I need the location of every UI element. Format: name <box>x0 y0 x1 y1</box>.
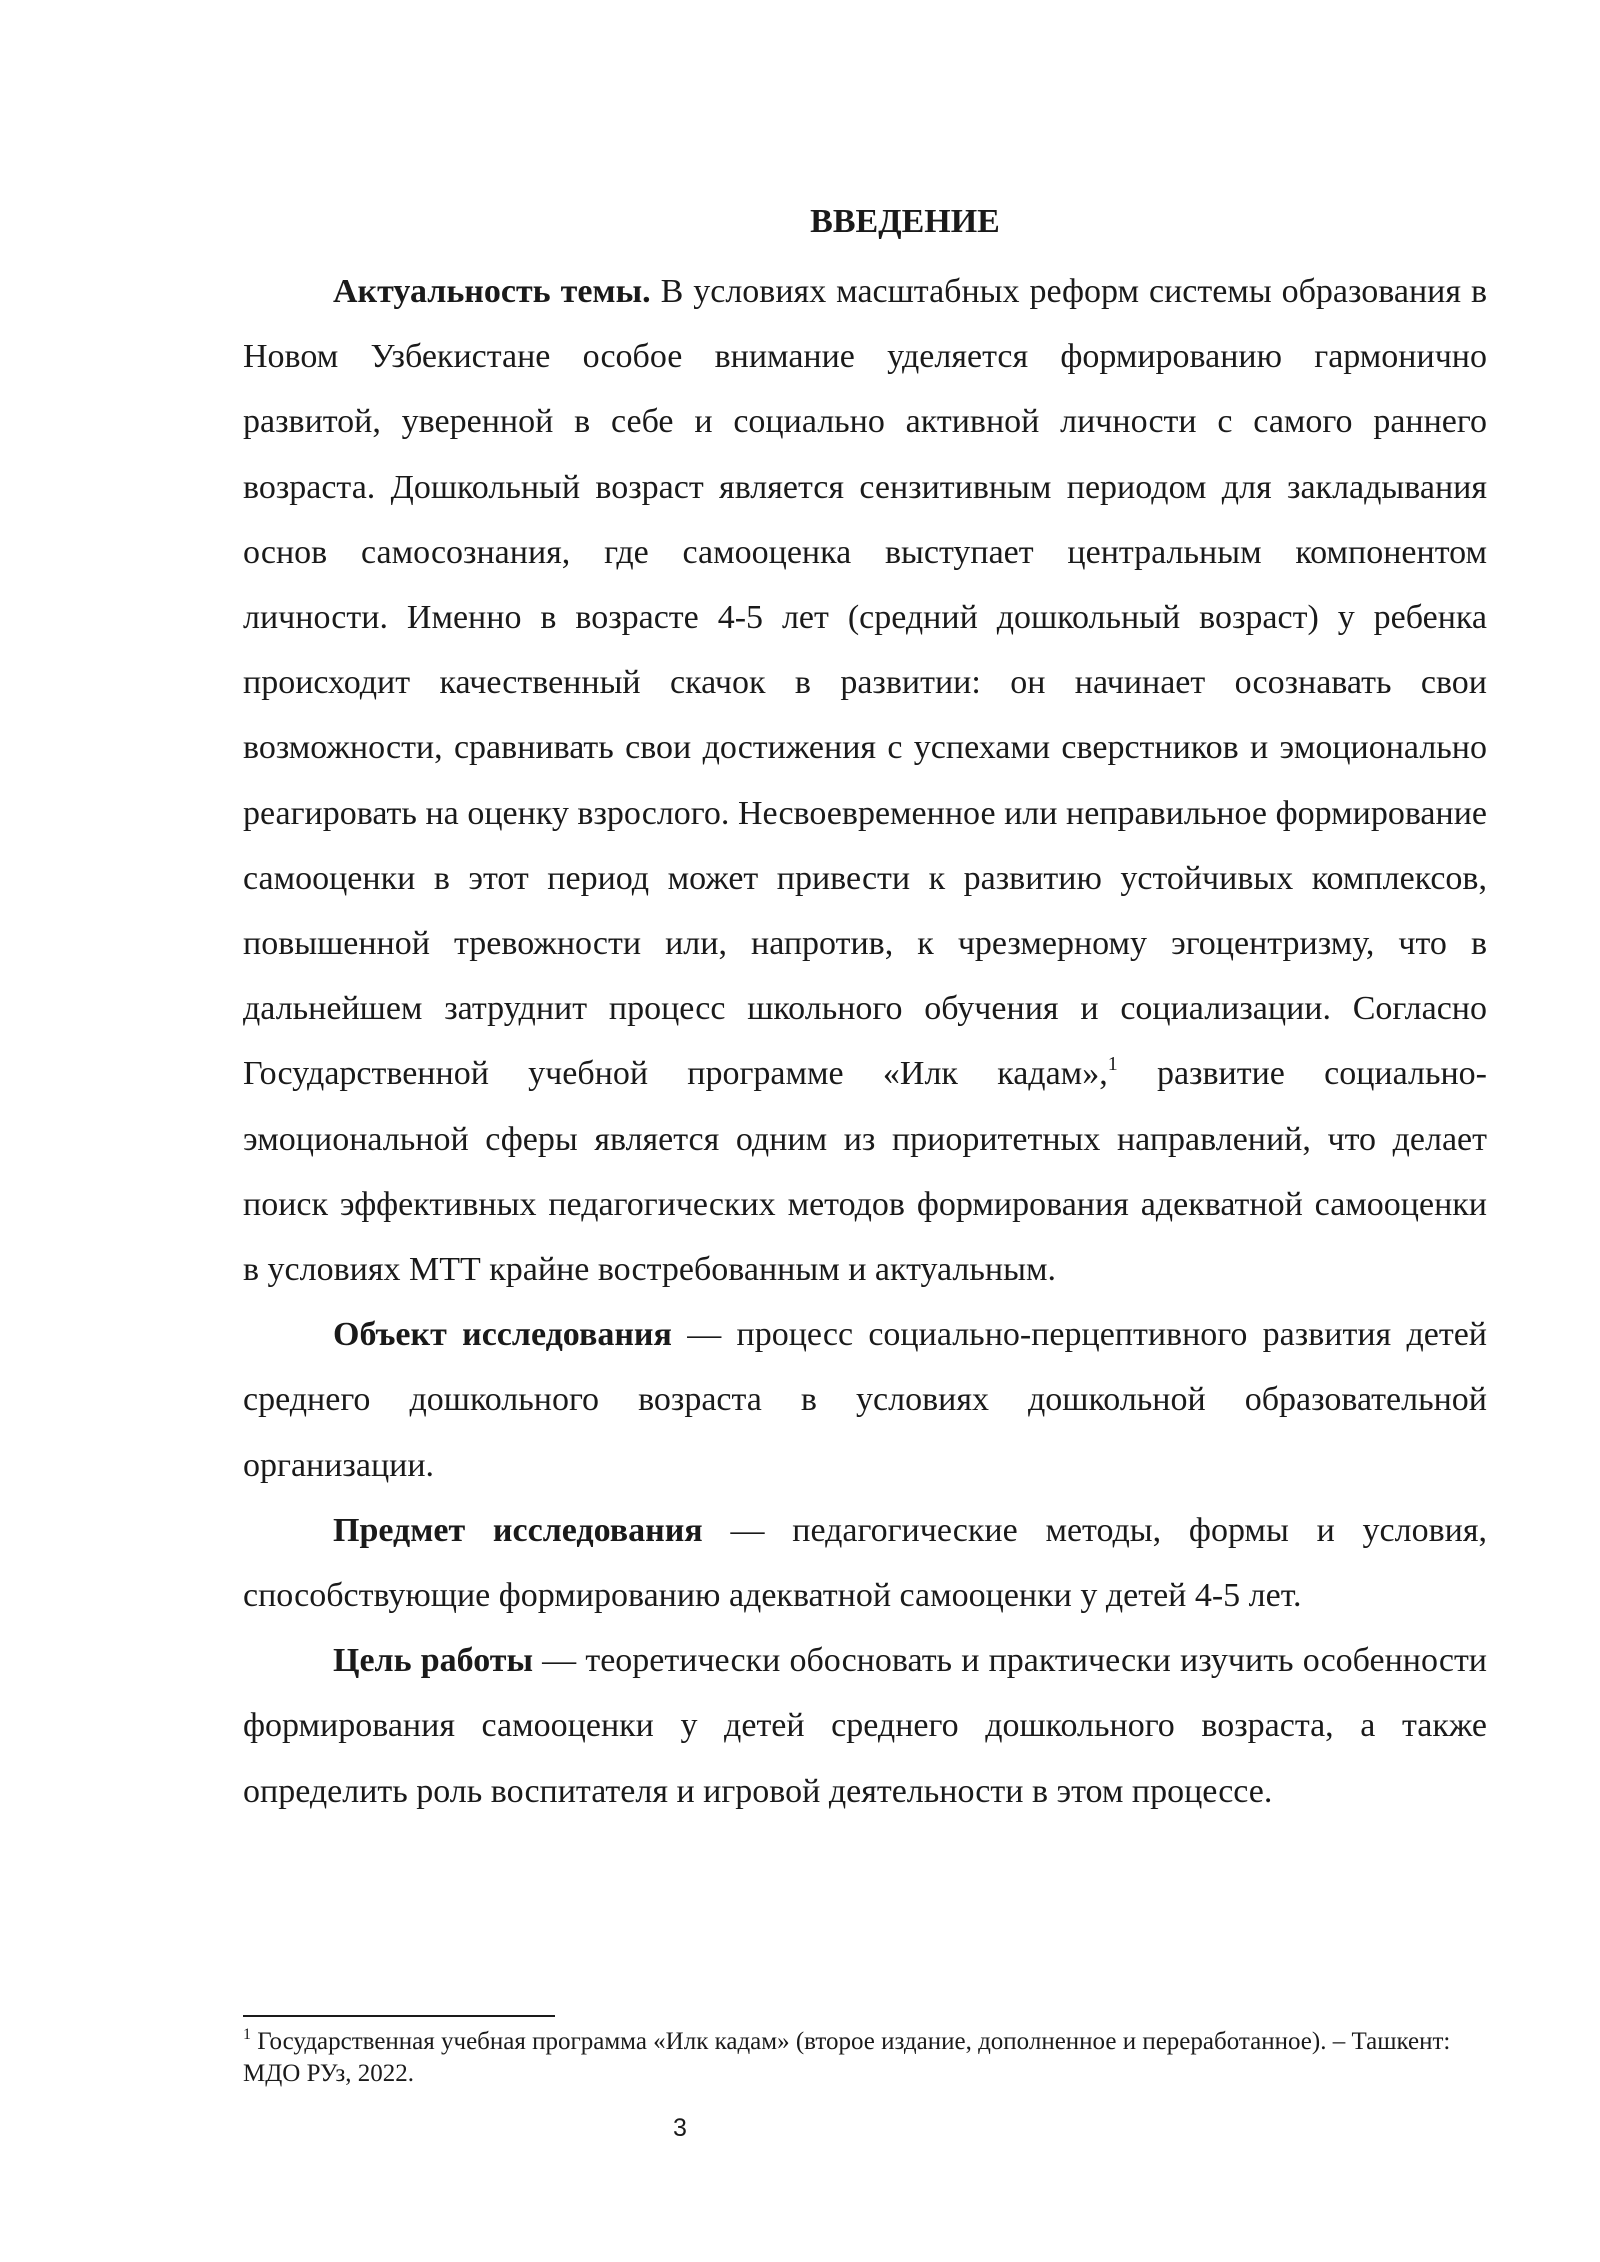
paragraph-heading: Предмет исследования <box>333 1511 703 1549</box>
footnote-text: Государственная учебная программа «Илк кадам» (второе издание, дополненное и переработанное). – Ташкент: МДО РУз, 2022. <box>243 2028 1451 2087</box>
page-title: ВВЕДЕНИЕ <box>810 203 1000 240</box>
page-number: 3 <box>673 2114 687 2142</box>
paragraph-subject <box>243 1498 1487 1628</box>
footnote-separator <box>243 2015 555 2017</box>
paragraph-text: развитие социально-эмоциональной сферы является одним из приоритетных направлений, что делает поиск эффективных педагогических методов формирования адекватной самооценки в условиях МТТ крайне востребованным и актуальным. <box>243 1055 1487 1289</box>
paragraph-heading: Цель работы <box>333 1642 534 1680</box>
footnote-reference[interactable]: 1 <box>1107 1053 1118 1076</box>
paragraph-object <box>243 1302 1487 1498</box>
footnote-number: 1 <box>243 2026 251 2043</box>
footnote <box>243 2026 1487 2090</box>
paragraph-goal <box>243 1628 1487 1824</box>
paragraph-text: — педагогические методы, формы и условия, способствующие формированию адекватной самооценки у детей 4-5 лет. <box>243 1511 1487 1615</box>
paragraph-relevance <box>243 259 1487 1302</box>
paragraph-text: В условиях масштабных реформ системы образования в Новом Узбекистане особое внимание уделяется формированию гармонично развитой, уверенной в себе и социально активной личности с самого раннего возраста. Дошкольный возраст является сензитивным периодом для закладывания основ самосознания, где самооценка выступает центральным компонентом личности. Именно в возрасте 4-5 лет (средний дошкольный возраст) у ребенка происходит качественный скачок в развитии: он начинает осознавать свои возможности, сравнивать свои достижения с успехами сверстников и эмоционально реагировать на оценку взрослого. Несвоевременное или неправильное формирование самооценки в этот период может привести к развитию устойчивых комплексов, повышенной тревожности или, напротив, к чрезмерному эгоцентризму, что в дальнейшем затруднит процесс школьного обучения и социализации. Согласно Государственной учебной программе «Илк кадам», <box>243 273 1488 1093</box>
paragraph-text: — процесс социально-перцептивного развития детей среднего дошкольного возраста в условиях дошкольной образовательной организации. <box>243 1316 1487 1484</box>
paragraph-text: — теоретически обосновать и практически изучить особенности формирования самооценки у детей среднего дошкольного возраста, а также определить роль воспитателя и игровой деятельности в этом процессе. <box>243 1642 1487 1810</box>
paragraph-heading: Актуальность темы. <box>333 273 651 310</box>
paragraph-heading: Объект исследования <box>333 1316 672 1354</box>
body-text <box>243 259 1487 1824</box>
